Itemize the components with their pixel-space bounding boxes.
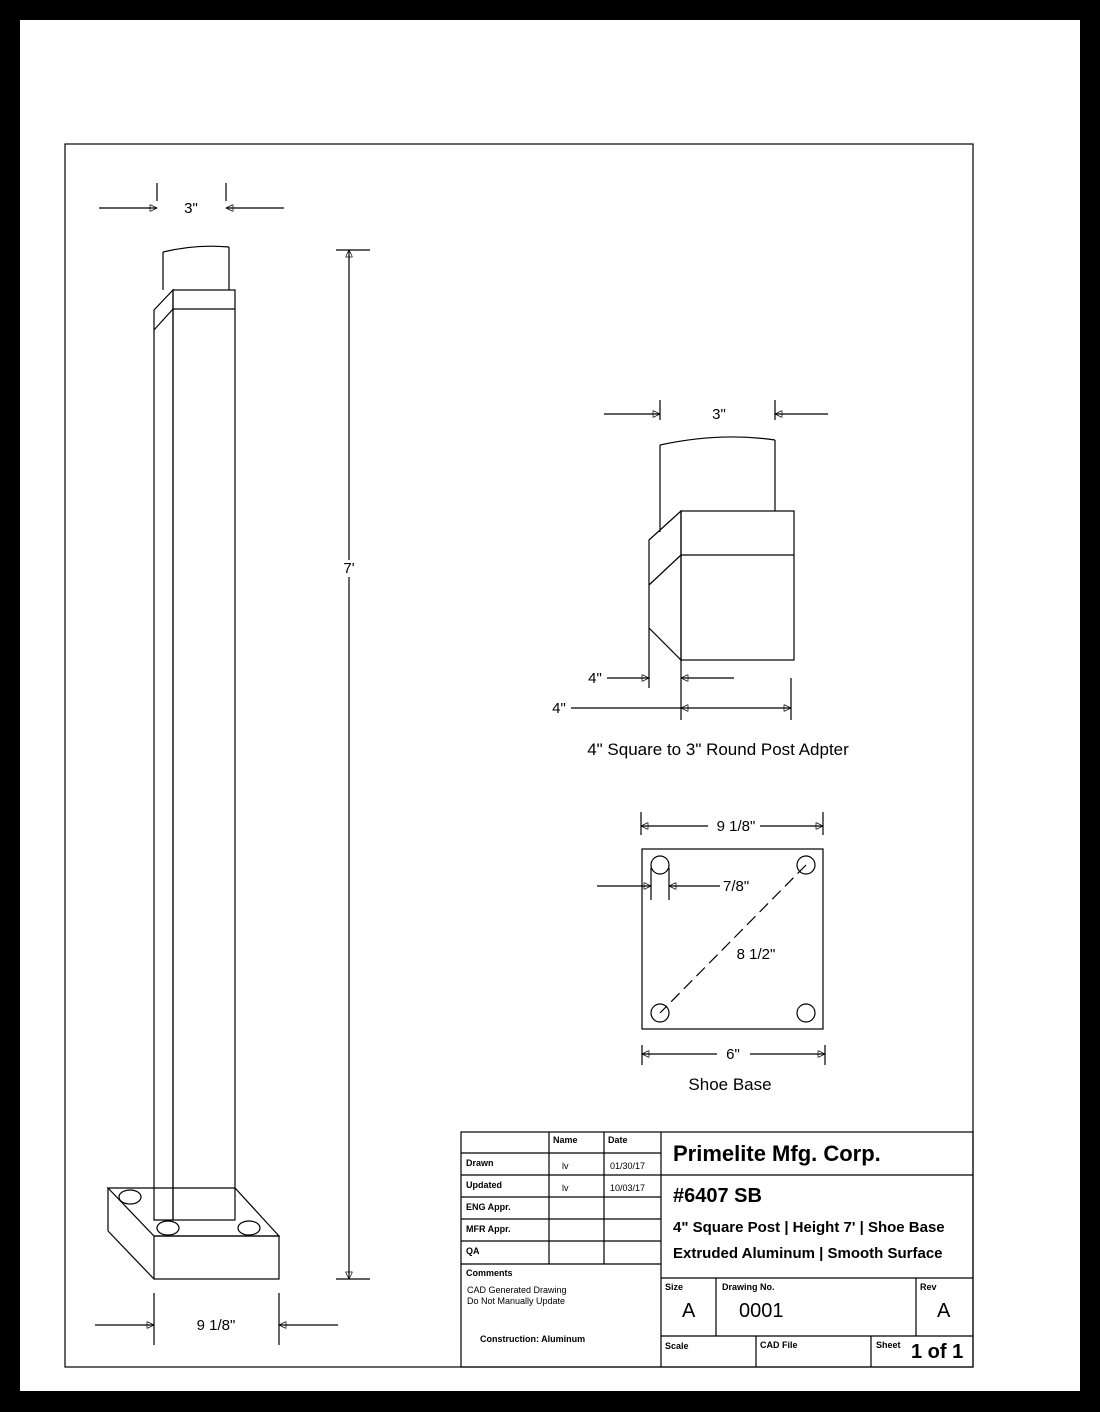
shoe-base-bolt-label: 6" (726, 1046, 740, 1063)
tb-row-drawn-date: 01/30/17 (610, 1161, 646, 1171)
post-height-label: 7' (343, 560, 355, 577)
shoe-base-hole-label: 7/8" (723, 878, 750, 895)
tb-row-drawn-label: Drawn (466, 1158, 494, 1168)
tb-company-name: Primelite Mfg. Corp. (673, 1141, 881, 1166)
tb-size-value: A (682, 1300, 696, 1322)
adapter-outer-label: 4" (552, 700, 566, 717)
tb-description-line-2: Extruded Aluminum | Smooth Surface (673, 1245, 943, 1262)
tb-rev-label: Rev (920, 1282, 937, 1292)
tb-row-qa-label: QA (466, 1246, 480, 1256)
tb-comments-label: Comments (466, 1268, 513, 1278)
tb-row-eng-label: ENG Appr. (466, 1202, 511, 1212)
adapter-round-top (660, 437, 775, 532)
shoe-base-diag-label: 8 1/2" (736, 946, 776, 963)
tb-row-mfr-label: MFR Appr. (466, 1224, 511, 1234)
adapter-square-body (649, 511, 794, 720)
adapter-top-label: 3" (712, 406, 726, 423)
post-height-dimension (336, 250, 370, 1279)
tb-description-line-1: 4" Square Post | Height 7' | Shoe Base (673, 1219, 945, 1236)
tb-row-drawn-name: lv (562, 1161, 569, 1171)
tb-cad-file-label: CAD File (760, 1340, 798, 1350)
adapter-inner-label: 4" (588, 670, 602, 687)
tb-sheet-value: 1 of 1 (911, 1341, 964, 1363)
post-view (95, 183, 370, 1345)
post-body (154, 290, 235, 1220)
shoe-base-width-label: 9 1/8" (716, 818, 756, 835)
shoe-base-hole-dimension (597, 868, 720, 900)
post-base-label: 9 1/8" (196, 1317, 236, 1334)
tb-drawing-no-value: 0001 (739, 1300, 784, 1322)
tb-row-updated-date: 10/03/17 (610, 1183, 646, 1193)
post-round-top (163, 246, 229, 290)
tb-header-name: Name (553, 1135, 578, 1145)
tb-construction: Construction: Aluminum (480, 1334, 586, 1344)
tb-comment-line-1: CAD Generated Drawing (467, 1285, 567, 1295)
tb-sheet-label: Sheet (876, 1340, 901, 1350)
drawing-canvas (20, 20, 1080, 1391)
tb-scale-label: Scale (665, 1341, 689, 1351)
tb-row-updated-label: Updated (466, 1180, 502, 1190)
tb-row-updated-name: lv (562, 1183, 569, 1193)
post-shoe-base (108, 1188, 279, 1279)
tb-rev-value: A (937, 1300, 951, 1322)
tb-size-label: Size (665, 1282, 684, 1292)
tb-part-number: #6407 SB (673, 1185, 762, 1207)
tb-header-date: Date (608, 1135, 628, 1145)
tb-drawing-no-label: Drawing No. (722, 1282, 775, 1292)
shoe-base-caption: Shoe Base (688, 1075, 772, 1094)
shoe-base-view (597, 812, 825, 1065)
drawing-sheet (20, 20, 1080, 1391)
post-width-label: 3" (184, 200, 198, 217)
adapter-view (571, 400, 828, 720)
adapter-caption: 4" Square to 3" Round Post Adpter (587, 740, 849, 759)
tb-comment-line-2: Do Not Manually Update (467, 1296, 566, 1306)
